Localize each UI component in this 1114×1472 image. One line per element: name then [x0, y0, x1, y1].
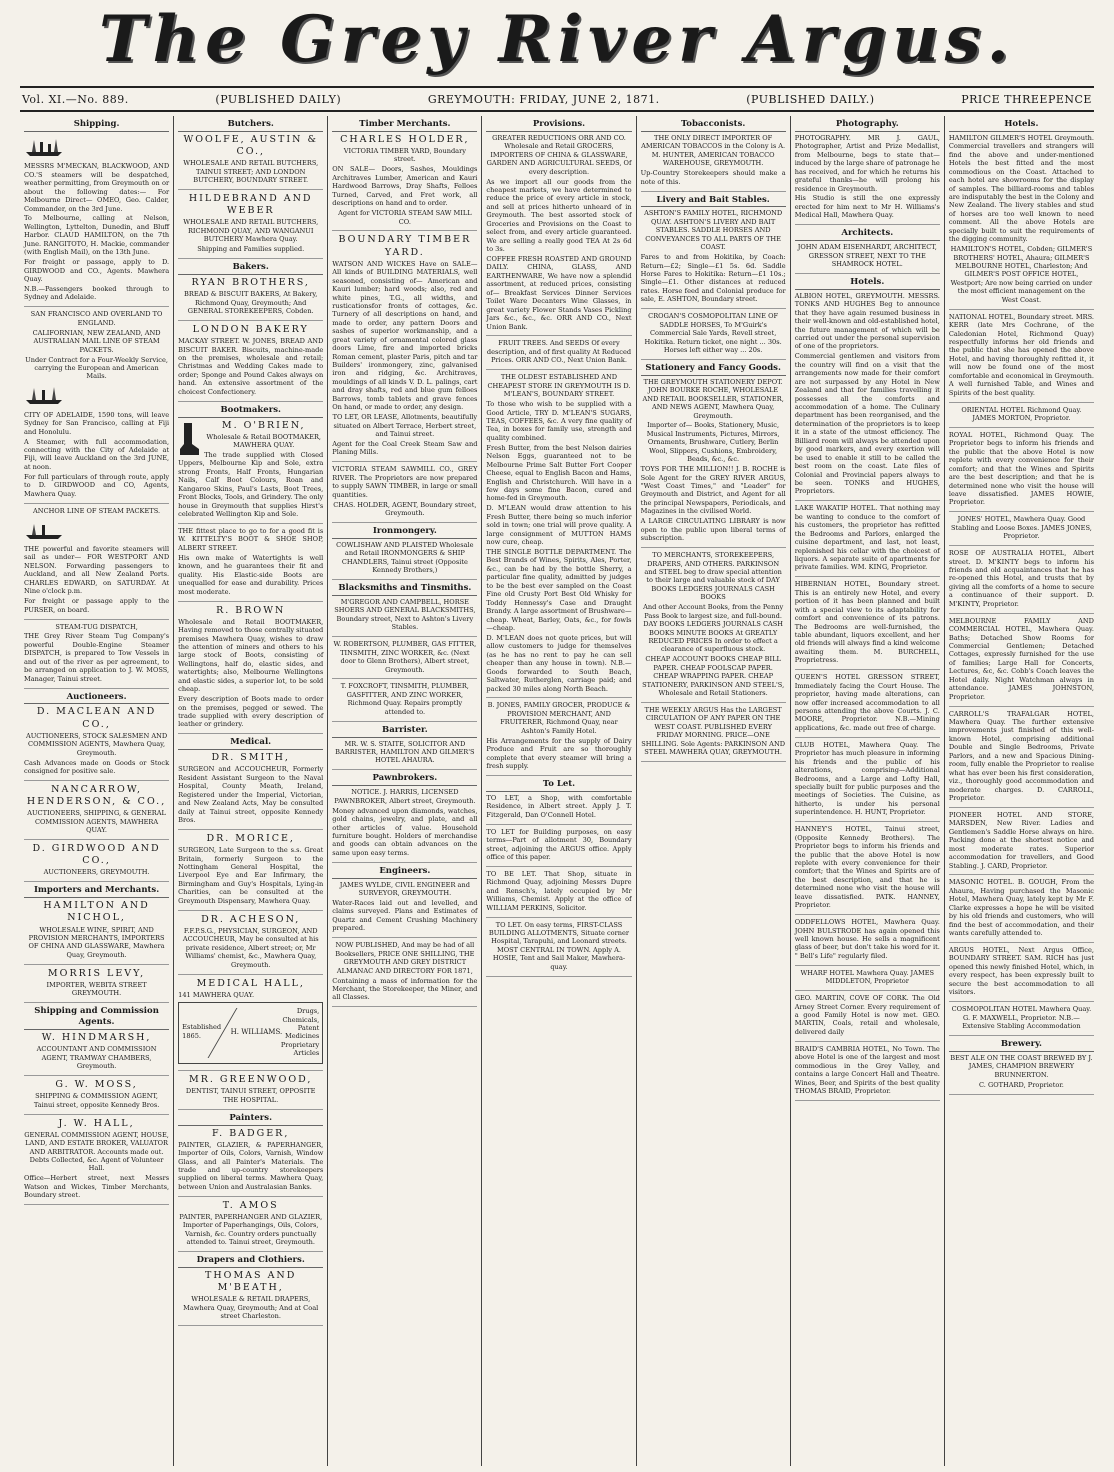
ad-mlean [486, 373, 631, 698]
ad-text: B. JONES, FAMILY GROCER, PRODUCE & PROVISION MERCHANT, AND FRUITERER, Richmond Quay, near Ashton's Family Hotel. [487, 701, 631, 735]
ad-heading: F. BADGER, [212, 1127, 290, 1139]
ad-text: For freight or passage apply to the PURSER, on board. [24, 597, 170, 614]
section-timber: Timber Merchants. [332, 119, 477, 132]
ad-heading: CALIFORNIAN, NEW ZEALAND, AND AUSTRALIAN MAIL LINE OF STEAM PACKETS. [32, 328, 161, 354]
section-shipping: Shipping. [24, 119, 169, 132]
ad-text: MASONIC HOTEL. B. GOUGH, From the Ahaura, Having purchased the Masonic Hotel, Mawhera Quay, lately kept by Mr F. Clarke expresses a hope he will be visited by his old friends and customers, who will find the best of accommodation, and their wants carefully attended to. [948, 878, 1094, 938]
ad-text: MR. W. S. STAITE, SOLICITOR AND BARRISTER, HAMILTON AND GILMER'S HOTEL AHAURA. [335, 739, 475, 765]
ad-text: GREATER REDUCTIONS ORR AND CO. Wholesale and Retail GROCERS, IMPORTERS OF CHINA & GLASSWARE, GARDEN AND AGRICULTURAL SEEDS, Of every description. [486, 133, 632, 176]
ad-foxcroft [332, 682, 477, 721]
place-date: GREYMOUTH: FRIDAY, JUNE 2, 1871. [427, 92, 660, 106]
ad-text: To those who wish to be supplied with a Good Article, TRY D. M'LEAN'S SUGARS, TEAS, COFFEES, &c. A very fine quality of Tea, in boxes for family use, strength and quality combined. [486, 400, 632, 442]
ad-text: W. ROBERTSON, PLUMBER, GAS FITTER, TINSMITH, ZINC WORKER, &c. (Next door to Glenn Brothers), Albert street, Greymouth. [333, 640, 477, 674]
ad-obrien [178, 420, 323, 525]
ad-oddfellows [795, 918, 940, 966]
section-drapers: Drapers and Clothiers. [178, 1255, 323, 1268]
ad-gaul [795, 134, 940, 225]
ad-text: D. M'LEAN would draw attention to his Fresh Butter, there being so much inferior sold in town; one trial will prove quality. A large consignment of MUTTON HAMS now cure, cheap. [486, 504, 632, 547]
ad-steam-tug [24, 623, 169, 689]
ad-text: MELBOURNE FAMILY AND COMMERCIAL HOTEL, Mawhera Quay. Baths; Detached Show Rooms for Commercial Gentlemen; Detached Cottages, expressly furnished for the use of families; Large Hall for Concerts, Lectures, &c, &c. Cobb's Coach leaves the Hotel daily. Night Watchman always in attendance. JAMES JOHNSTON, Proprietor. [948, 616, 1094, 701]
ad-dr-acheson [178, 914, 323, 975]
ad-queens [795, 673, 940, 738]
ad-text: Shipping and Families supplied. [197, 245, 305, 254]
section-tobacconists: Tobacconists. [641, 119, 786, 132]
ad-text: For freight or passage, apply to D. GIRDWOOD and CO., Agents. Mawhera Quay. [24, 258, 170, 283]
ad-hibernian [795, 580, 940, 670]
section-hotels: Hotels. [795, 277, 940, 290]
ad-text: ARGUS HOTEL, Next Argus Office, BOUNDARY STREET. SAM. RICH has just opened this newly finished Hotel, which, in every respect, has been expressly built to secure the best accommodation to all visitors. [948, 946, 1094, 997]
ad-text: JOHN ADAM EISENHARDT, ARCHITECT, GRESSON STREET, NEXT TO THE SHAMROCK HOTEL. [797, 243, 937, 268]
ad-text: THE fittest place to go to for a good fit is W. KITTELTY'S BOOT & SHOE SHOP, ALBERT STREET. [178, 527, 324, 552]
ad-champion-brewery [949, 1054, 1094, 1095]
ad-maclean [24, 706, 169, 781]
ad-heading: DR. MORICE, [206, 832, 295, 844]
ad-text: MACKAY STREET. W. JONES, BREAD AND BISCUIT BAKER. Biscuits, machine-made on the premises, wholesale and retail; Christmas and Wedding Cakes made to order; Sponge and Pound Cakes always on hand. An extensive assortment of the choicest Confectionery. [178, 337, 324, 396]
ad-girdwood [24, 843, 169, 882]
ad-let-1 [486, 794, 631, 825]
ad-heading: THOMAS AND M'BEATH, [205, 1270, 297, 1294]
ad-brown [178, 605, 323, 735]
ad-text: Fares to and from Hokitika, by Coach: Return—£2; Single—£1 5s. 6d. Saddle Horse Fares to Hokitika: Return—£1 10s.; Single—£1. Other distances at reduced rates. Horse feed and Colonial produce for sale, E. ASHTON, Boundary street. [640, 253, 786, 304]
section-barrister: Barrister. [332, 725, 477, 738]
ad-text: And other Account Books, from the Penny Pass Book to largest size, and full-bound. DAY BOOKS LEDGERS JOURNALS CASH BOOKS MINUTE BOOKS At GREATLY REDUCED PRICES In order to effect a clearance of superfluous stock. [643, 603, 784, 654]
ad-text: COFFEE FRESH ROASTED AND GROUND DAILY. CHINA, GLASS, AND EARTHENWARE, We have now a splendid assortment, at reduced prices, consisting of— Breakfast Services Dinner Services Toilet Ware Decanters Wine Glasses, in great variety Flower Stands Vases Pickling Jars &c., &c., &c. ORR AND CO., Next Union Bank. [486, 255, 632, 331]
ad-text: ROSE OF AUSTRALIA HOTEL, Albert street. D. M'KINTY begs to inform his friends and old acquaintances that he has re-opened this Hotel, and trusts that by giving all the comforts of a home to secure a continuance of their support. D. M'KINTY, Proprietor. [948, 549, 1094, 608]
ad-text: HAMILTON GILMER'S HOTEL Greymouth. Commercial travellers and strangers will find the above and under-mentioned Hotels the best fitted and the most commodious on the Coast. Attached to each hotel are showrooms for the display of samples. The billiard-rooms and tables are indisputably the best in the Colony and New Zealand. The livery stables and stud of horses are too well known to need comment. All the above Hotels are specially built to suit the requirements of the digging community. [948, 133, 1094, 244]
steamship-icon [24, 519, 64, 541]
column-6 [790, 116, 944, 1466]
ad-text: ON SALE— Doors, Sashes, Mouldings Architraves Lumber, American and Kauri Hardwood Barrows, Dray Shafts, Felloes Turned, Carved, and Fret work, all descriptions on hand and to order. [332, 165, 478, 208]
section-butchers: Butchers. [178, 119, 323, 132]
ad-london-bakery [178, 324, 323, 402]
ad-martin [795, 994, 940, 1042]
ad-text: TO MERCHANTS, STOREKEEPERS, DRAPERS, AND OTHERS. PARKINSON and STEEL beg to draw special attention to their large and valuable stock of DAY BOOKS LEDGERS JOURNALS CASH BOOKS [644, 551, 782, 602]
ad-text: A Steamer, with full accommodation, connecting with the City of Adelaide at Fiji, will leave Auckland on the 3rd JUNE, at noon. [24, 437, 170, 471]
ad-text: IMPORTER, WEBITA STREET GREYMOUTH. [46, 980, 147, 998]
ad-text: TO BE LET. That Shop, situate in Richmond Quay, adjoining Messrs Dupre and Rensch's, lately occupied by Mr Williams, Chemist. Apply at the office of WILLIAM PERKINS, Solicitor. [486, 869, 632, 912]
section-ironmongery: Ironmongery. [332, 526, 477, 539]
column-1 [20, 116, 173, 1466]
ad-heading: MEDICAL HALL, [196, 977, 305, 989]
ad-hildebrand [178, 193, 323, 259]
ad-carroll [949, 710, 1094, 808]
ad-text: AUCTIONEERS, GREYMOUTH. [43, 868, 150, 877]
ad-text: Established 1865. [182, 1023, 222, 1040]
ad-orr [486, 134, 631, 337]
ad-braid [795, 1045, 940, 1101]
ad-robertson [332, 640, 477, 679]
ad-rose-australia [949, 549, 1094, 614]
ad-heading: BOUNDARY TIMBER YARD. [338, 234, 472, 258]
ad-text: D. M'LEAN does not quote prices, but will allow customers to judge for themselves (as he has no rent to pay he can sell cheaper than any house in town). N.B.—Goods forwarded to South Beach, Saltwater, Rutherglen, carriage paid; and packed 30 miles along North Beach. [486, 633, 632, 693]
published-left: (PUBLISHED DAILY) [215, 92, 342, 106]
section-bakers: Bakers. [178, 262, 323, 275]
ad-text: CITY OF ADELAIDE, 1590 tons, will leave Sydney for San Francisco, calling at Fiji and Honolulu. [24, 410, 170, 436]
section-importers: Importers and Merchants. [24, 885, 169, 898]
ad-text: WATSON AND WICKES Have on SALE— All kinds of BUILDING MATERIALS, well seasoned, consisting of— American and Kauri lumber; hard woods; also, red and white pines, T.G., all widths, and rusticationsfor fronts of cottages, &c. Turnery of all descriptions on hand, and made to order, any pattern Doors and sashes of superior workmanship, and a great variety of ornamental colored glass doors Lime, fire and imported bricks Roman cement, plaster Paris, pitch and tar Builders' ironmongery, zinc, galvanised iron and ridging, &c. Architraves, mouldings of all kinds V. D. L. palings, cart and dray shafts, red and blue gum felloes Barrows, tomb tablets and grave fences On hand, or made to order, any design. [332, 259, 478, 412]
ad-heading: D. GIRDWOOD AND CO., [32, 843, 161, 867]
ad-text: GEO. MARTIN, COVE OF CORK. The Old Arney Street Corner. Every requirement of a good Family Hotel is now met. GEO. MARTIN, Coals, retail and wholesale, delivered daily [794, 994, 940, 1036]
ad-woolfe [178, 134, 323, 190]
ad-let-2 [486, 828, 631, 867]
column-7 [944, 116, 1098, 1466]
ad-club [795, 741, 940, 822]
ad-text: WHOLESALE AND RETAIL BUTCHERS, RICHMOND QUAY, AND WANGANUI BUTCHERY Mawhera Quay. [183, 218, 319, 244]
ad-heading: T. AMOS [222, 1199, 279, 1211]
ad-heading: ANCHOR LINE OF STEAM PACKETS. [33, 506, 161, 515]
ad-heading: DR. ACHESON, [201, 913, 301, 925]
ad-parkinson [641, 551, 786, 703]
ad-text: CARROLL'S TRAFALGAR HOTEL, Mawhera Quay. The further extensive improvements just finished of this well-known Hotel, comprising additional Double and Single Bedrooms, Private Parlors, and a new and Spacious Dining-room, fully enable the Proprietor to realise what has ever been his first consideration, viz., thoroughly good accommodation and moderate charges. D. CARROLL, Proprietor. [948, 709, 1094, 802]
ad-morris-levy [24, 968, 169, 1004]
ad-text: As we import all our goods from the cheapest markets, we have determined to reduce the price of every article in stock, and sell at prices hitherto unheard of in Greymouth. The best assorted stock of Groceries and Provisions on the Coast to select from, and every article guaranteed. We are selling a really good TEA At 2s 6d to 3s. [486, 177, 632, 254]
ad-text: THE Grey River Steam Tug Company's powerful Double-Engine Steamer DISPATCH, is prepared to Tow Vessels in and out of the river as per agreement, to be arranged on application to J. W. MOSS, Manager, Tainui street. [24, 632, 170, 683]
ad-hanney [795, 825, 940, 915]
ad-cowlishaw [332, 541, 477, 580]
ad-text: Cash Advances made on Goods or Stock consigned for positive sale. [24, 758, 170, 775]
ad-pioneer [949, 811, 1094, 876]
ad-text: TO LET, OR LEASE, Allotments, beautifully situated on Albert Terrace, Herbert street, and Tainui street. [332, 413, 478, 439]
section-medical: Medical. [178, 737, 323, 750]
masthead [0, 0, 1114, 80]
ad-oriental [949, 406, 1094, 428]
ad-text: Commercial gentlemen and visitors from the country will find on a visit that the arrangements now made for their comfort are not surpassed by any Hotel in New Zealand and that for families travelling it possesses all the comforts and accommodation of a home. The Culinary department has been reorganised, and the determination of the proprietors is to keep it in a state of the utmost efficiency. The Billiard room will always be attended upon by good markers, and every exertion will be used to enable it still to be called the best room on the coast. Late files of Colonial and Provincial papers always to be seen. TONKS and HUGHES, Proprietors. [794, 352, 940, 496]
ad-mckean [24, 134, 169, 307]
ad-text: JAMES WYLDE, CIVIL ENGINEER and SURVEYOR, GREYMOUTH. [339, 880, 470, 898]
ad-text: MESSRS M'MECKAN, BLACKWOOD, AND CO.'S steamers will be despatched, weather permitting, from Greymouth on or about the following dates:— For Melbourne Direct— OMEO, Geo. Calder, Commander, on the 3rd June. [24, 162, 170, 213]
ad-text: TO LET, a Shop, with comfortable Residence, in Albert street. Apply J. T. Fitzgerald, Dan O'Connell Hotel. [486, 793, 632, 819]
ad-text: The trade supplied with Closed Uppers, Melbourne Kip and Sole, extra strong Fronts, Half Fronts, Hungarian Nails, Calf Boot Colours, Roan and Kangaroo Skins, Paul's Lasts, Boot Trees, Front Blocks, Tools, and Grindery. The only house in Greymouth that supplies Hirst's celebrated Wellington Kip and Sole. [178, 451, 324, 519]
ad-roche [641, 378, 786, 548]
steamship-icon [24, 384, 64, 406]
ad-text: WHARF HOTEL Mawhera Quay. JAMES MIDDLETON, Proprietor [800, 968, 935, 986]
ad-badger [178, 1128, 323, 1197]
ad-text: NOTICE. J. HARRIS, LICENSED PAWNBROKER, Albert street, Greymouth. [334, 788, 476, 805]
ad-heading: WOOLFE, AUSTIN & CO., [183, 133, 318, 158]
ad-text: BRAID'S CAMBRIA HOTEL, No Town. The above Hotel is one of the largest and most commodious in the Grey Valley, and contains a large Concert Hall and Theatre. Wines, Beer, and Spirits of the best quality THOMAS BRAID, Proprietor. [794, 1044, 940, 1095]
ad-text: ROYAL HOTEL, Richmond Quay. The Proprietor begs to inform his friends and the public that the above Hotel is now replete with every convenience for their comfort; and that the Wines and Spirits are the best description; and that he is determined none who visit the house will leave dissatisfied. JAMES HOWIE, Proprietor. [948, 430, 1094, 507]
ad-heading: G. W. MOSS, [55, 1079, 138, 1090]
ad-national [949, 313, 1094, 403]
ad-text: CROGAN'S COSMOPOLITAN LINE OF SADDLE HORSES, To M'Guirk's Commercial Sale Yards, Revell street, Hokitika. Return ticket, one night ... 30s. Horses left either way ... 20s. [644, 312, 782, 354]
ad-text: PAINTER, GLAZIER, & PAPERHANGER, Importer of Oils, Colors, Varnish, Window Glass, and all Painter's Materials. The trade and up-country storekeepers supplied on liberal terms. Mawhera Quay, between Union and Australasian Banks. [178, 1140, 324, 1191]
ad-crogan [641, 312, 786, 360]
ad-heading: CHARLES HOLDER, [340, 133, 470, 145]
ad-text: VICTORIA STEAM SAWMILL CO., GREY RIVER. The Proprietors are now prepared to supply SAWN TIMBER, in large or small quantities. [332, 465, 478, 499]
ad-text: Money advanced upon diamonds, watches, gold chains, jewelry, and plate, and all other articles of value. Household furniture bought. Holders of merchandise and goods can obtain advances on the same upon easy terms. [332, 806, 478, 857]
ad-text: Wholesale & Retail BOOTMAKER, MAWHERA QUAY. [206, 432, 322, 450]
ad-heading: M. O'BRIEN, [221, 419, 306, 431]
ad-text: NATIONAL HOTEL, Boundary street. MRS. KERR (late Mrs Cochrane, of the Caledonian Hotel, Richmond Quay) respectfully informs her old friends and the public that she has opened the above Hotel, and having thoroughly refitted it, it will now be found one of the most comfortable and economical in Greymouth. A well furnished Table, and Wines and Spirits of the best quality. [948, 312, 1094, 397]
ad-text: Under Contract for a Four-Weekly Service, carrying the European and American Mails. [25, 355, 168, 381]
ad-b-jones [486, 701, 631, 776]
ad-almanac [332, 941, 477, 1007]
ad-victoria-sawmill [332, 465, 477, 523]
ad-greenwood [178, 1074, 323, 1110]
ad-boundary-timber [332, 234, 477, 462]
ad-text: THE WEEKLY ARGUS Has the LARGEST CIRCULATION OF ANY PAPER ON THE WEST COAST. PUBLISHED EVERY FRIDAY MORNING. PRICE—ONE SHILLING. Sole Agents: PARKINSON AND STEEL MAWHERA QUAY, GREYMOUTH. [641, 706, 786, 757]
ad-charles-holder [332, 134, 477, 232]
section-painters: Painters. [178, 1113, 323, 1126]
ad-text: ODDFELLOWS HOTEL, Mawhera Quay. JOHN BULSTRODE has again opened this well known house. He sells a magnificent glass of beer, but don't take his word for it. " Bell's Life" regularly filed. [794, 918, 940, 960]
ad-dr-morice [178, 833, 323, 911]
section-provisions: Provisions. [486, 119, 631, 132]
section-photography: Photography. [795, 119, 940, 132]
ad-mgregor [332, 598, 477, 637]
ad-text: For full particulars of through route, apply to D. GIRDWOOD and CO, Agents, Mawhera Quay. [24, 472, 170, 498]
ad-text: Drugs, Chemicals, Patent Medicines Proprietary Articles [280, 1007, 320, 1058]
ad-text: TOYS FOR THE MILLION!! J. B. ROCHE is Sole Agent for the GREY RIVER ARGUS, "West Coast Times," and "Leader" for Greymouth and District, and Agent for all the principal Newspapers, Periodicals, and Magazines in the civilised World. [640, 465, 786, 516]
section-pawnbrokers: Pawnbrokers. [332, 773, 477, 786]
ad-masonic [949, 878, 1094, 943]
ad-nancarrow [24, 784, 169, 840]
ad-text: CLUB HOTEL, Mawhera Quay. The Proprietor has much pleasure in informing his friends and the public of his alterations, comprising—Additional Bedrooms, and a Large and Lofty Hall, specially built for public purposes and the meetings of Societies. The Cuisine, as hitherto, is under his personal superintendence. H. HUNT, Proprietor. [794, 740, 940, 817]
ad-heading: MR. GREENWOOD, [188, 1074, 313, 1086]
ad-text: C. GOTHARD, Proprietor. [978, 1080, 1064, 1089]
ad-text: H. WILLIAMS. [230, 1028, 283, 1037]
boot-icon [178, 422, 200, 456]
ad-staite [332, 740, 477, 771]
columns [20, 116, 1098, 1466]
ad-heading: R. BROWN [216, 604, 286, 616]
ad-text: WHOLESALE AND RETAIL BUTCHERS, TAINUI STREET; AND LONDON BUTCHERY, BOUNDARY STREET. [183, 159, 319, 185]
ad-heading: NANCARROW, HENDERSON, & CO., [26, 783, 167, 808]
ad-text: A LARGE CIRCULATING LIBRARY is now open to the public upon liberal terms of subscription. [640, 517, 786, 543]
ad-heading: D. MACLEAN AND CO., [36, 706, 157, 730]
ad-text: Every description of Boots made to order on the premises, pegged or sewed. The trade supplied with every description of leather or grindery. [178, 695, 324, 729]
ad-text: His own make of Watertights is well known, and he guarantees their fit and quality. His Elastic-side Boots are unequalled for ease and durability. Prices most moderate. [178, 553, 324, 596]
ad-san-francisco [24, 310, 169, 503]
volume-number: Vol. XI.—No. 889. [22, 92, 129, 106]
ad-text: COWLISHAW AND PLAISTED Wholesale and Retail IRONMONGERS & SHIP CHANDLERS, Tainui street (Opposite Kennedy Brothers,) [336, 540, 474, 575]
ad-text: 141 MAWHERA QUAY. [178, 990, 255, 999]
ad-text: FRUIT TREES. And SEEDS Of every description, and of first quality At Reduced Prices. ORR AND CO., Next Union Bank. [486, 339, 632, 365]
ad-amos [178, 1200, 323, 1252]
ad-text: THE OLDEST ESTABLISHED AND CHEAPEST STORE IN GREYMOUTH IS D. M'LEAN'S, BOUNDARY STREET. [487, 373, 631, 399]
section-to-let: To Let. [486, 779, 631, 792]
ad-hamilton-nichol [24, 900, 169, 965]
ad-lake-wakatip [795, 504, 940, 577]
ad-anchor-line [24, 507, 169, 620]
section-bootmakers: Bootmakers. [178, 405, 323, 418]
ad-text: Office—Herbert street, next Messrs Watson and Wickes, Timber Merchants, Boundary street. [24, 1174, 170, 1200]
ad-let-3 [486, 870, 631, 918]
ad-text: DENTIST, TAINUI STREET, OPPOSITE THE HOSPITAL. [185, 1087, 316, 1104]
ad-eisenhardt [795, 243, 940, 274]
ad-gilmer [949, 134, 1094, 310]
section-livery: Livery and Bait Stables. [641, 195, 786, 208]
ad-weekly-argus [641, 706, 786, 762]
ad-ashton [641, 209, 786, 309]
ad-heading: SAN FRANCISCO AND OVERLAND TO ENGLAND. [30, 310, 163, 327]
ad-text: BEST ALE ON THE COAST BREWED BY J. JAMES, CHAMPION BREWERY BRUNNERTON. [950, 1053, 1093, 1079]
ad-text: AUCTIONEERS, STOCK SALESMEN AND COMMISSION AGENTS, Mawhera Quay, Greymouth. [25, 731, 168, 757]
ad-text: SURGEON, Late Surgeon to the s.s. Great Britain, formerly Surgeon to the Nottingham General Hospital, the Liverpool Eye and Ear Infirmary, the Birmingham and Guy's Hospitals, Lying-in Charities, can be consulted at the Greymouth Dispensary, Mawhera Quay. [178, 846, 324, 905]
ad-hunter [641, 134, 786, 192]
ad-hall [24, 1118, 169, 1206]
ad-text: M'GREGOR AND CAMPBELL, HORSE SHOERS AND GENERAL BLACKSMITHS, Boundary street, Next to Ashton's Livery Stables. [334, 597, 476, 632]
ad-text: THE SINGLE BOTTLE DEPARTMENT. The Best Brands of Wines, Spirits, Ales, Porter, &c., can be had by the bottle Sherry, a particular fine quality, admitted by judges to be the best ever sampled on the Coast Fine old Crusty Port Best Old Whisky for Toddy Hennessy's Case and Draught Brandy. A large assortment of Brushware—cheap. Wheat, Barley, Oats, &c., for fowls—cheap. [486, 548, 632, 632]
ad-text: Agent for the Coal Creek Steam Saw and Planing Mills. [332, 439, 478, 457]
ad-text: HANNEY'S HOTEL, Tainui street, (Opposite Kennedy Brothers). The Proprietor begs to inform his friends and the public that the above Hotel is now replete with every convenience for their comfort; that the Wines and Spirits are of the best description, and that he is determined none who visit the house will leave dissatisfied. PATK. HANNEY, Proprietor. [794, 825, 940, 910]
ad-kittelty [178, 527, 323, 602]
ad-text: CHAS. HOLDER, AGENT, Boundary street, Greymouth. [333, 500, 477, 518]
ad-wharf [795, 969, 940, 991]
ad-text: SURGEON and ACCOUCHEUR, Formerly Resident Assistant Surgeon to the Naval Hospital, County Meath, Ireland, Registered under the Imperial, Victorian, and New Zealand Acts, May be consulted daily at Tainui street, opposite Kennedy Bros. [178, 765, 324, 825]
ad-text: Fresh Butter, from the best Nelson dairies Nelson Eggs, guaranteed not to be Melbourne Prime Salt Butter Fort Cooper Cheese, equal to English Bacon and Hams, English and Christchurch. Will have in a few days some fine Bacon, cured and home-fed in Greymouth. [486, 443, 632, 503]
ad-text: Up-Country Storekeepers should make a note of this. [640, 169, 786, 186]
ad-text: CHEAP ACCOUNT BOOKS CHEAP BILL PAPER. CHEAP FOOLSCAP PAPER. CHEAP WRAPPING PAPER. CHEAP STATIONERY, PARKINSON AND STEEL'S, Wholesale and Retail Stationers. [642, 655, 785, 698]
ad-moss [24, 1079, 169, 1115]
ad-heading: STEAM-TUG DISPATCH, [55, 622, 138, 631]
section-hotels: Hotels. [949, 119, 1094, 132]
ad-text: PIONEER HOTEL AND STORE, MARSDEN, New River. Ladies and Gentlemen's Saddle Horse always on hire. Packing done at the shortest notice and most moderate rates. Superior accommodation for travellers, and Good Stabling. J. CARD, Proprietor. [948, 810, 1094, 870]
section-stationery: Stationery and Fancy Goods. [641, 363, 786, 376]
ad-hindmarsh [24, 1032, 169, 1076]
ad-text: ORIENTAL HOTEL Richmond Quay. JAMES MORTON, Proprietor. [961, 405, 1082, 422]
ad-royal [949, 431, 1094, 512]
ad-text: QUEEN'S HOTEL GRESSON STREET, Immediately facing the Court House. The proprietor, having made alterations, can now offer increased accommodation to all persons attending the above Courts. J. C. MOORE, Proprietor. N.B.—Mining applications, &c. made out free of charge. [794, 673, 940, 732]
ad-text: Wholesale and Retail BOOTMAKER, Having removed to those centrally situated premises Mawhera Quay, wishes to draw the attention of miners and others to his large stock of Boots, consisting of Wellingtons, half do, elastic sides, and watertights; also, Melbourne Wellingtons and elastic sides, a superior lot, to be sold cheap. [178, 617, 324, 694]
ad-text: Agent for VICTORIA STEAM SAW MILL CO. [338, 209, 472, 226]
ad-ryan [178, 277, 323, 321]
steamship-icon [24, 136, 64, 158]
ad-text: Containing a mass of information for the Merchant, the Storekeeper, the Miner, and all Classes. [332, 976, 478, 1002]
ad-text: ASHTON'S FAMILY HOTEL, RICHMOND QUAY. ASHTON'S LIVERY AND BAIT STABLES. SADDLE HORSES AND CONVEYANCES TO ALL PARTS OF THE COAST. [644, 209, 783, 252]
ad-text: His Arrangements for the supply of Dairy Produce and Fruit are so thoroughly complete that every steamer will bring a fresh supply. [486, 736, 632, 770]
section-engineers: Engineers. [332, 866, 477, 879]
ad-heading: RYAN BROTHERS, [191, 276, 310, 288]
section-shipping-commission: Shipping and Commission Agents. [24, 1006, 169, 1030]
column-4 [481, 116, 635, 1466]
ad-text: BREAD & BISCUIT BAKERS, At Bakery, Richmond Quay, Greymouth; And GENERAL STOREKEEPERS, Cobden. [184, 290, 318, 315]
ad-let-4 [486, 921, 631, 977]
ad-thomas-mbeath [178, 1270, 323, 1326]
ad-text: To Melbourne, calling at Nelson, Wellington, Lyttelton, Dunedin, and Bluff Harbor. CLAUD HAMILTON, on the 7th June. RANGITOTO, H. Mackie, commander (with English Mail), on the 13th June. [24, 214, 170, 257]
ad-text: TO LET. On easy terms, FIRST-CLASS BUILDING ALLOTMENTS, Situate corner Hospital, Tarapuhi, and Leonard streets. MOST CENTRAL IN TOWN. Apply A. HOSIE, Tent and Sail Maker, Mawhera-quay. [488, 920, 630, 971]
ad-heading: J. W. HALL, [58, 1117, 135, 1129]
ad-text: ALBION HOTEL, GREYMOUTH. MESSRS. TONKS AND HUGHES Beg to announce that they have again resumed business in their well-known and old-established hotel, the future management of which will be carried out under the personal supervision of one of the proprietors. [794, 291, 940, 351]
ad-medical-hall [178, 978, 323, 1072]
ad-text: COSMOPOLITAN HOTEL Mawhera Quay. G. F. MAXWELL, Proprietor. N.B.—Extensive Stabling Accommodation [951, 1005, 1092, 1030]
ad-text: AUCTIONEERS, SHIPPING, & GENERAL COMMISSION AGENTS, MAWHERA QUAY. [27, 809, 166, 835]
ad-text: N.B.—Passengers booked through to Sydney and Adelaide. [24, 284, 170, 302]
ad-albion [795, 292, 940, 502]
section-blacksmiths: Blacksmiths and Tinsmiths. [332, 583, 477, 596]
ad-heading: W. HINDMARSH, [41, 1032, 152, 1044]
ad-text: SHIPPING & COMMISSION AGENT, Tainui street, opposite Kennedy Bros. [33, 1092, 160, 1109]
ad-text: LAKE WAKATIP HOTEL. That nothing may be wanting to conduce to the comfort of his customers, the proprietor has refitted the Bedrooms and Parlors, enlarged the cuisine department, and last, not least, replenished his cellar with the choicest of liquors. A separate suite of apartments for private families. WM. KING, Proprietor. [794, 504, 940, 572]
ad-text: F.F.P.S.G., PHYSICIAN, SURGEON, AND ACCOUCHEUR, May be consulted at his private residence, Albert street; or, Mr Williams' chemist, &c., Mawhera Quay, Greymouth. [182, 926, 319, 969]
ad-text: THE ONLY DIRECT IMPORTER OF AMERICAN TOBACCOS in the Colony is A. M. HUNTER, AMERICAN TOBACCO WAREHOUSE, GREYMOUTH. [641, 133, 786, 168]
ad-fruit-trees [486, 339, 631, 370]
section-brewery: Brewery. [949, 1039, 1094, 1052]
column-2 [173, 116, 327, 1466]
price: PRICE THREEPENCE [961, 92, 1092, 106]
ad-text: NOW PUBLISHED, And may be had of all Booksellers, PRICE ONE SHILLING, THE GREYMOUTH AND GREY DISTRICT ALMANAC AND DIRECTORY FOR 1871, [335, 941, 475, 975]
ad-heading: HAMILTON AND NICHOL, [43, 900, 150, 924]
ad-cosmopolitan [949, 1005, 1094, 1036]
ad-text: WHOLESALE & RETAIL DRAPERS, Mawhera Quay, Greymouth; And at Coal street Charleston. [183, 1295, 319, 1321]
ad-text: Importer of— Books, Stationery, Music, Musical Instruments, Pictures, Mirrors, Ornaments, Brushware, Cutlery, Berlin Wool, Slippers, Cushions, Embroidery, Beads, &c., &c. [646, 421, 780, 464]
ad-text: THE powerful and favorite steamers will sail as under— FOR WESTPORT AND NELSON. Forwarding passengers to Auckland, and all New Zealand Ports. CHARLES EDWARD, on SATURDAY. At Nine o'clock p.m. [24, 545, 170, 596]
ad-text: GENERAL COMMISSION AGENT, HOUSE, LAND, AND ESTATE BROKER, VALUATOR AND ARBITRATOR. Accounts made out. Debts Collected, &c. Agent of Volunteer Hall. [24, 1130, 169, 1173]
ad-melbourne-hotel [949, 617, 1094, 707]
ad-harris [332, 788, 477, 863]
section-auctioneers: Auctioneers. [24, 692, 169, 705]
ad-text: VICTORIA TIMBER YARD, Boundary street. [343, 147, 466, 164]
ad-text: THE GREYMOUTH STATIONERY DEPOT. JOHN BOURKE ROCHE, WHOLESALE AND RETAIL BOOKSELLER, STATIONER, AND NEWS AGENT, Mawhera Quay, Greymouth. [642, 377, 784, 420]
column-5 [636, 116, 790, 1466]
ad-text: JONES' HOTEL, Mawhera Quay. Good Stabling and Loose Boxes. JAMES JONES, Proprietor. [950, 515, 1092, 541]
ad-argus-hotel [949, 946, 1094, 1002]
ad-text: His Studio is still the one expressly erected for him next to Mr H. Williams's Medical Hall, Mawhera Quay. [794, 194, 940, 220]
ad-dr-smith [178, 752, 323, 830]
ad-jones-hotel [949, 515, 1094, 546]
published-right: (PUBLISHED DAILY.) [746, 92, 875, 106]
ad-text: Water-Races laid out and levelled, and claims surveyed. Plans and Estimates of Quartz and Cement Crushing Machinery prepared. [332, 899, 478, 933]
ad-text: PAINTER, PAPERHANGER AND GLAZIER, Importer of Paperhangings, Oils, Colors, Varnish, &c. Country orders punctually attended to. Tainui street, Greymouth. [179, 1212, 323, 1247]
ad-text: HIBERNIAN HOTEL, Boundary street. This is an entirely new Hotel, and every portion of it has been planned and built with a special view to its adaptability for comfort and convenience of its patrons. The Bedrooms are well-furnished, the table abundant, liquors excellent, and her old friends will always find a kind welcome awaiting them. M. BURCHELL, Proprietress. [794, 580, 940, 665]
medical-hall-diagram [178, 1002, 323, 1064]
column-3 [327, 116, 481, 1466]
ad-heading: LONDON BAKERY [192, 323, 309, 335]
ad-text: ACCOUNTANT AND COMMISSION AGENT, TRAMWAY CHAMBERS, Greymouth. [36, 1045, 157, 1071]
ad-text: HAMILTON'S HOTEL, Cobden; GILMER'S BROTHERS' HOTEL, Ahaura; GILMER'S MELBOURNE HOTEL, Charleston; And GILMER'S POST OFFICE HOTEL, Westport; Are now being carried on under the most efficient management on the West Coast. [950, 245, 1093, 304]
ad-heading: MORRIS LEVY, [47, 967, 146, 979]
ad-text: PHOTOGRAPHY. MR J. GAUL, Photographer, Artist and Prize Medallist, from Melbourne, begs to state that—induced by the large share of patronage he has received, and for which he returns his grateful thanks—he will prolong his residence in Greymouth. [794, 133, 940, 193]
ad-text: T. FOXCROFT, TINSMITH, PLUMBER, GASFITTER, AND ZINC WORKER, Richmond Quay. Repairs promptly attended to. [340, 682, 469, 716]
newspaper-title: The Grey River Argus. [98, 2, 1016, 77]
ad-text: WHOLESALE WINE, SPIRIT, AND PROVISION MERCHANTS, IMPORTERS OF CHINA AND GLASSWARE, Mawhera Quay, Greymouth. [28, 925, 165, 959]
section-architects: Architects. [795, 228, 940, 241]
ad-text: TO LET for Building purposes, on easy terms—Part of allotment 30, Boundary street, adjoining the ARGUS office. Apply office of this paper. [486, 827, 632, 861]
dateline [20, 86, 1094, 112]
ad-heading: HILDEBRAND AND WEBER [188, 193, 313, 217]
ad-wylde [332, 881, 477, 939]
ad-heading: DR. SMITH, [211, 752, 290, 764]
